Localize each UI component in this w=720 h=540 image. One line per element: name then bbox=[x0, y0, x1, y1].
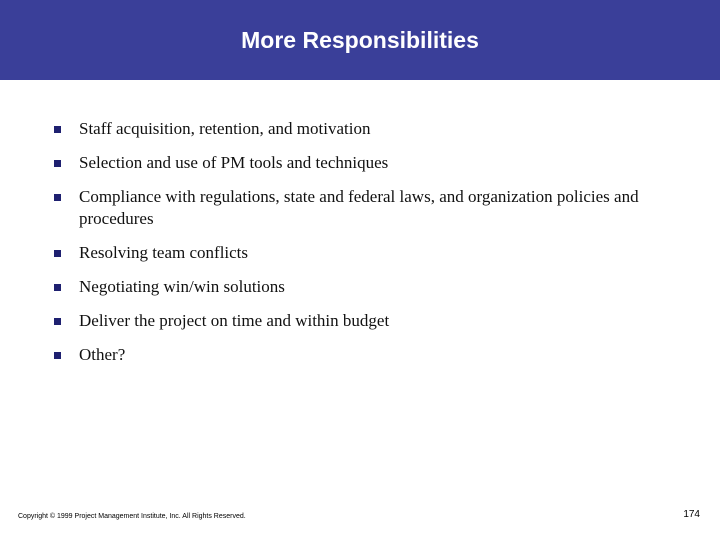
bullet-text: Deliver the project on time and within budget bbox=[79, 311, 390, 330]
square-bullet-icon bbox=[54, 160, 61, 167]
page-number: 174 bbox=[683, 509, 700, 520]
bullet-text: Compliance with regulations, state and federal laws, and organization policies and procedures bbox=[79, 187, 639, 228]
bullet-item bbox=[54, 276, 674, 298]
bullet-text: Selection and use of PM tools and techniques bbox=[79, 153, 389, 172]
slide-title: More Responsibilities bbox=[241, 26, 479, 53]
square-bullet-icon bbox=[54, 250, 61, 257]
bullet-text: Staff acquisition, retention, and motivation bbox=[79, 119, 371, 138]
bullet-item bbox=[54, 118, 674, 140]
bullet-text: Resolving team conflicts bbox=[79, 243, 249, 262]
bullet-item bbox=[54, 344, 674, 366]
bullet-text: Other? bbox=[79, 345, 126, 364]
bullet-item bbox=[54, 242, 674, 264]
square-bullet-icon bbox=[54, 284, 61, 291]
bullet-item bbox=[54, 186, 674, 230]
square-bullet-icon bbox=[54, 126, 61, 133]
title-bar bbox=[0, 0, 720, 80]
square-bullet-icon bbox=[54, 194, 61, 201]
square-bullet-icon bbox=[54, 318, 61, 325]
bullet-list bbox=[54, 118, 674, 378]
bullet-item bbox=[54, 310, 674, 332]
square-bullet-icon bbox=[54, 352, 61, 359]
copyright-notice: Copyright © 1999 Project Management Institute, Inc. All Rights Reserved. bbox=[18, 513, 246, 520]
bullet-text: Negotiating win/win solutions bbox=[79, 277, 285, 296]
bullet-item bbox=[54, 152, 674, 174]
